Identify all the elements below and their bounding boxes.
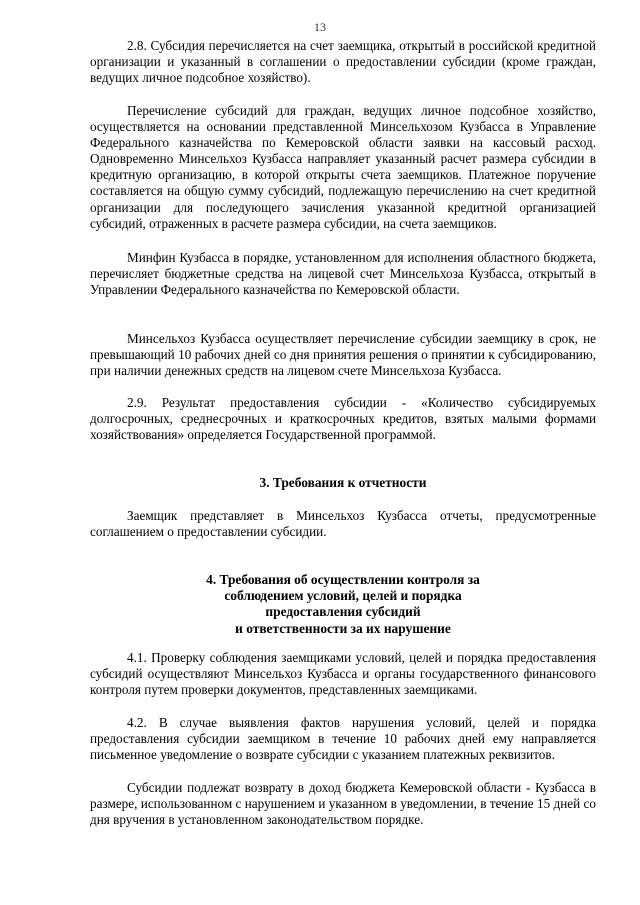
paragraph-minfin: Минфин Кузбасса в порядке, установленном для исполнения областного бюджета, перечисляет бюджетные средства на лицевой счет Минсельхоза Кузбасса, открытый в Управлении Федерального казначейства по Кемеровской области. <box>90 250 596 298</box>
paragraph-4-1: 4.1. Проверку соблюдения заемщиками условий, целей и порядка предоставления субсидий осуществляют Минсельхоз Кузбасса и органы государственного финансового контроля путем проверки документов, представленных заемщиками. <box>90 650 596 698</box>
section-3-heading: 3. Требования к отчетности <box>259 475 427 490</box>
section-4-heading-line: соблюдением условий, целей и порядка <box>224 588 462 604</box>
paragraph-4-2: 4.2. В случае выявления фактов нарушения условий, целей и порядка предоставления субсидии заемщиком в течение 10 рабочих дней ему направляется письменное уведомление о возврате субсидии с указанием платежных реквизитов. <box>90 715 596 763</box>
section-4-heading <box>90 572 596 637</box>
paragraph-2-9: 2.9. Результат предоставления субсидии - «Количество субсидируемых долгосрочных, среднесрочных и краткосрочных кредитов, взятых малыми формами хозяйствования» определяется Государственной программой. <box>90 395 596 443</box>
paragraph-2-8: 2.8. Субсидия перечисляется на счет заемщика, открытый в российской кредитной организации и указанный в соглашении о предоставлении субсидии (кроме граждан, ведущих личное подсобное хозяйство). <box>90 38 596 86</box>
section-4-heading-line: предоставления субсидий <box>265 604 421 620</box>
paragraph-return: Субсидии подлежат возврату в доход бюджета Кемеровской области - Кузбасса в размере, использованном с нарушением и указанном в уведомлении, в течение 15 дней со дня вручения в установленном законодательством порядке. <box>90 780 596 828</box>
paragraph-transfer: Перечисление субсидий для граждан, ведущих личное подсобное хозяйство, осуществляется на основании представленной Минсельхозом Кузбасса в Управление Федерального казначейства по Кемеровской области заявки на кассовый расход. Одновременно Минсельхоз Кузбасса направляет указанный расчет размера субсидии в кредитную организацию, в которой открыты счета заемщиков. Платежное поручение составляется на общую сумму субсидий, подлежащую перечислению на счет кредитной организации для последующего зачисления указанной кредитной организацией субсидий, отраженных в расчете размера субсидии, на счета заемщиков. <box>90 103 596 231</box>
section-4-heading-line: 4. Требования об осуществлении контроля за <box>206 572 480 587</box>
paragraph-minselhoz: Минсельхоз Кузбасса осуществляет перечисление субсидии заемщику в срок, не превышающий 10 рабочих дней со дня принятия решения о принятии к субсидированию, при наличии денежных средств на лицевом счете Минсельхоза Кузбасса. <box>90 331 596 379</box>
page-number: 13 <box>314 20 326 34</box>
paragraph-reports: Заемщик представляет в Минсельхоз Кузбасса отчеты, предусмотренные соглашением о предоставлении субсидии. <box>90 508 596 540</box>
section-4-heading-line: и ответственности за их нарушение <box>235 620 451 636</box>
